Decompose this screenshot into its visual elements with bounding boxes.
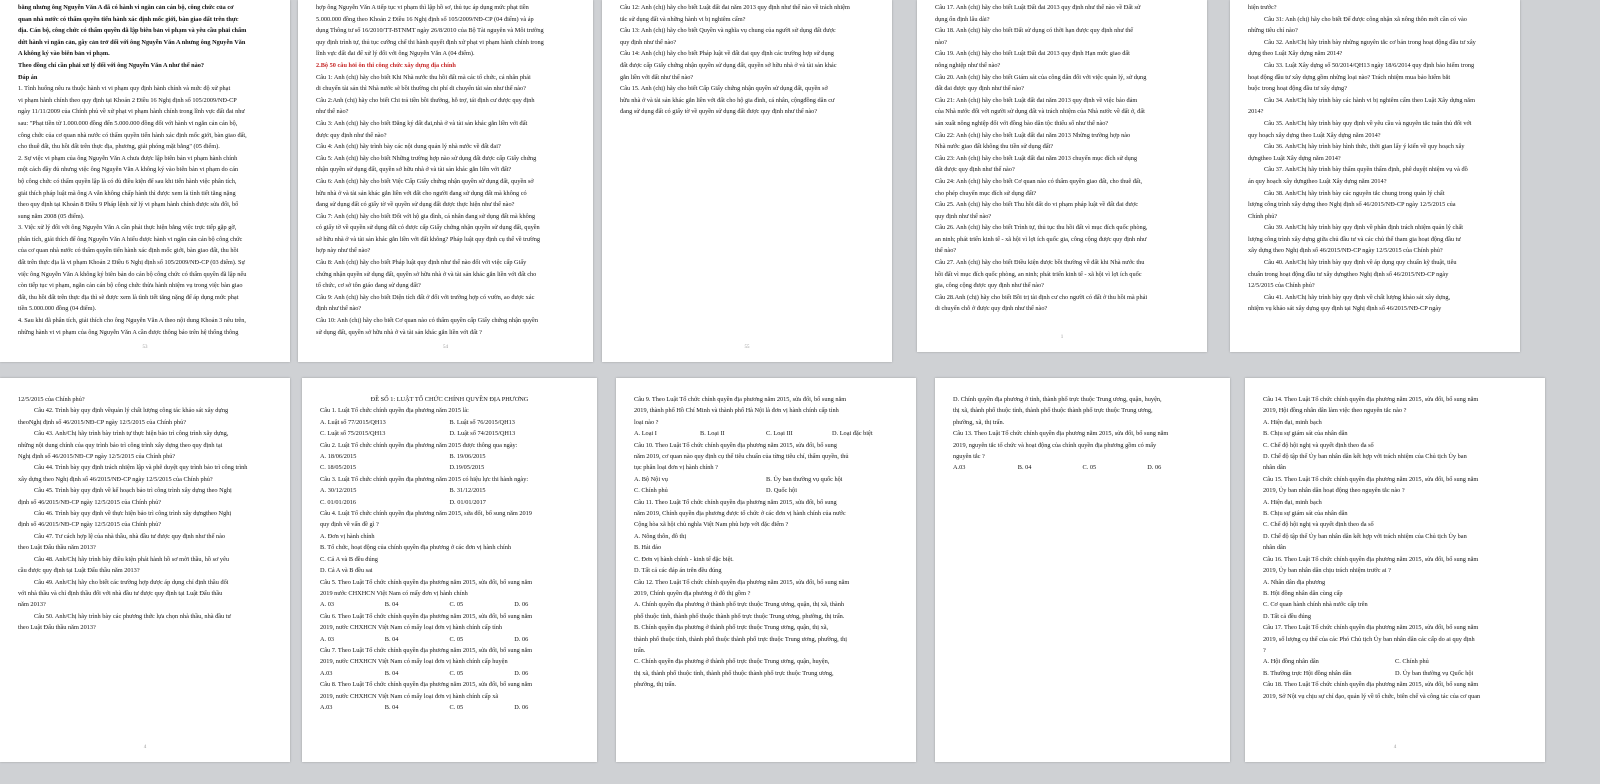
text-line: những tiêu chí nào?	[1248, 27, 1298, 35]
text-line: Câu 13: Anh (chị) hãy cho biết Quyền và nghĩa vụ chung của người sử dụng đất được	[620, 27, 836, 35]
text-line: hồi đất vì mục đích quốc phòng, an ninh; phát triển kinh tế - xã hội vì lợi ích quốc	[935, 270, 1142, 278]
text-line: dụng ổn định lâu dài?	[935, 15, 990, 23]
text-line: Chính phủ?	[1248, 212, 1278, 220]
text-line: có giấy tờ về quyền sử dụng đất có được cấp Giấy chứng nhận quyền sử dụng đất, quyền	[316, 224, 540, 232]
text-line: những hành vi vi phạm của ông Nguyễn Văn A cần được thông báo trên hệ thống thông	[18, 328, 239, 336]
document-page[interactable]	[602, 0, 892, 362]
text-line: đang sử dụng đất có giấy tờ về quyền sử dụng đất được quy định như thế nào?	[620, 108, 818, 116]
page-number: 53	[142, 345, 148, 350]
text-line: Câu 16. Theo Luật Tổ chức chính quyền địa phương năm 2015, sửa đổi, bổ sung năm	[1263, 555, 1479, 563]
text-line: Câu 34. Anh/Chị hãy trình bày các hành vi bị nghiêm cấm theo Luật Xây dựng năm	[1264, 96, 1475, 104]
answer-option: D. Loại đặc biệt	[832, 430, 873, 438]
text-line: 2019, Sở Nội vụ chịu sự chỉ đạo, quản lý về tổ chức, biên chế và công tác của cơ quan	[1263, 692, 1481, 700]
text-line: Câu 27. Anh (chị) hãy cho biết Điều kiện được bồi thường về đất khi Nhà nước thu	[935, 259, 1145, 267]
document-page[interactable]	[1230, 0, 1520, 352]
answer-option: B. Ủy ban thường vụ quốc hội	[766, 475, 843, 483]
text-line: A không ký vào biên bản vi phạm.	[18, 50, 110, 58]
text-line: A. Hiện đại, minh bạch	[1263, 418, 1322, 426]
page-number: 4	[1393, 745, 1397, 750]
answer-options	[320, 451, 579, 462]
text-line: B. Hải đảo	[634, 544, 662, 552]
text-line: còn tiếp tục vi phạm, ngăn cản cán bộ công chức thừa hành nhiệm vụ trong việc bàn giao	[18, 282, 243, 290]
text-line: B. Chịu sự giám sát của nhân dân	[1263, 430, 1348, 438]
text-line: 2019, nguyên tắc tổ chức và hoạt động của chính quyền địa phương gồm có mấy	[953, 441, 1157, 449]
text-line: xây dựng theo Nghị định số 46/2015/NĐ-CP ngày 12/5/2015 của Chính phủ?	[18, 475, 213, 483]
text-line: định số 46/2015/NĐ-CP ngày 12/5/2015 của Chính phủ?	[18, 521, 162, 529]
answer-option: B. Luật số 76/2015/QH13	[449, 418, 515, 426]
text-line: phố thuộc tỉnh, thành phố thuộc thành phố trực thuộc Trung ương, phường, thị trấn.	[634, 612, 845, 620]
answer-options	[320, 428, 579, 439]
text-line: A. Đơn vị hành chính	[320, 532, 375, 540]
text-line: Câu 41. Anh/Chị hãy trình bày quy định về chất lượng khảo sát xây dựng,	[1264, 293, 1451, 301]
answer-option: D. Quốc hội	[766, 487, 797, 495]
text-line: Đáp án	[18, 73, 38, 81]
answer-option: A. Hội đồng nhân dân	[1263, 658, 1319, 666]
text-line: 4. Sau khi đã phân tích, giải thích cho ông Nguyễn Văn A theo nội dung Khoản 3 nêu trên,	[18, 317, 246, 325]
answer-option: B. 04	[384, 703, 399, 711]
answer-option: C. Luật số 75/2015/QH13	[320, 430, 386, 438]
answer-option: D. Luật số 74/2015/QH13	[449, 430, 516, 438]
answer-options	[320, 462, 579, 473]
text-line: Câu 26. Anh (chị) hãy cho biết Trình tự, thủ tục thu hồi đất vì mục đích quốc phòng,	[935, 224, 1148, 232]
answer-option: C. Loại III	[766, 430, 793, 438]
answer-option: C. 18/05/2015	[320, 464, 357, 472]
text-line: sau: "Phạt tiền từ 1.000.000 đồng đến 5.000.000 đồng đối với hành vi ngăn cản cán bộ,	[18, 119, 238, 127]
answer-option: C. 05	[1082, 464, 1097, 472]
text-line: buộc trong hoạt động đầu tư xây dựng?	[1248, 85, 1347, 93]
text-line: Câu 28.Anh (chị) hãy cho biết Bồi trị tài định cư cho người có đất ở thu hồi mà phải	[935, 293, 1148, 301]
text-line: án quy hoạch xây dựngtheo Luật Xây dựng năm 2014?	[1248, 177, 1387, 185]
text-line: hữu nhà ở và tài sản khác gắn liền với đất cho hộ gia đình, cá nhân, cộngđồng dân cư	[620, 96, 835, 104]
text-line: C. Cả A và B đều đúng	[320, 555, 378, 563]
text-line: C. Chính quyền địa phương ở thành phố trực thuộc Trung ương, quận, huyện,	[634, 658, 830, 666]
text-line: địa. Cán bộ, công chức có thẩm quyền đã lập biên bản vi phạm và yêu cầu phải chấm	[18, 27, 247, 35]
text-line: xây dựng theo Nghị định số 46/2015/NĐ-CP ngày 12/5/2015 của Chính phủ?	[1248, 247, 1443, 255]
answer-option: A.03	[320, 703, 333, 711]
text-line: Câu 32. Anh/Chị hãy trình bày những nguyên tắc cơ bản trong hoạt động đầu tư xây	[1264, 38, 1476, 46]
text-line: Câu 35. Anh/Chị hãy trình bày quy định về yêu cầu và nguyên tắc tuân thủ đối với	[1264, 119, 1472, 127]
text-line: năm 2019, Chính quyền địa phương được tổ chức ở các đơn vị hành chính của nước	[634, 510, 846, 518]
answer-option: C. Chính phủ	[1395, 658, 1429, 666]
text-line: Câu 39. Anh/Chị hãy trình bày quy định về phân định trách nhiệm quản lý chất	[1264, 224, 1464, 232]
document-page[interactable]	[0, 378, 290, 762]
answer-option: A. 03	[320, 635, 334, 643]
answer-option: D.19/05/2015	[449, 464, 485, 472]
text-line: Câu 42. Trình bày quy định vềquản lý chất lượng công tác khảo sát xây dựng	[34, 407, 229, 415]
answer-option: B. Thường trực Hội đồng nhân dân	[1263, 669, 1352, 677]
text-line: Câu 43. Anh/Chị hãy trình bày trình tự thực hiện bảo trì công trình xây dựng,	[34, 430, 229, 438]
text-line: năm 2013?	[18, 601, 46, 609]
text-line: dụng Thông tư số 16/2010/TT-BTNMT ngày 26/8/2010 của Bộ Tài nguyên và Môi trường	[316, 27, 544, 35]
text-line: 2019, Ủy ban nhân dân hoạt động theo nguyên tắc nào ?	[1263, 487, 1405, 495]
text-line: Câu 5: Anh (chị) hãy cho biết Những trường hợp nào sử dụng đất được cấp Giấy chứng	[316, 154, 537, 162]
text-line: Câu 40. Anh/Chị hãy trình bày quy định về áp dụng quy chuẩn kỹ thuật, tiêu	[1264, 259, 1457, 267]
text-line: nông nghiệp như thế nào?	[935, 61, 1001, 69]
text-line: giải thích pháp luật mà ông A vẫn không chấp hành thì được xem là tình tiết tăng nặng	[18, 189, 236, 197]
text-line: 2019 nước CHXHCN Việt Nam có mấy đơn vị hành chính	[320, 589, 468, 597]
text-line: của cơ quan nhà nước có thẩm quyền tiến hành xác định mốc giới, bàn giao đất, thu hồi	[18, 247, 239, 255]
answer-option: D. 01/01/2017	[449, 498, 486, 506]
text-line: Câu 7. Theo Luật Tổ chức chính quyền địa phương năm 2015, sửa đổi, bổ sung năm	[320, 646, 533, 654]
text-line: Câu 11. Theo Luật Tổ chức chính quyền địa phương năm 2015, sửa đổi, bổ sung	[634, 498, 837, 506]
text-line: Cộng hòa xã hội chủ nghĩa Việt Nam phù hợp với đặc điểm ?	[634, 521, 789, 529]
text-line: 2019, nước CHXHCN Việt Nam có mấy loại đơn vị hành chính cấp tỉnh	[320, 624, 503, 632]
document-page[interactable]	[0, 0, 290, 362]
text-line: quan nhà nước có thẩm quyền tiến hành xác định mốc giới, bàn giao đất trên thực	[18, 15, 239, 23]
text-line: dứt hành vi ngăn cản, gây cản trở đối với ông Nguyễn Văn A nhưng ông Nguyễn Văn	[18, 38, 246, 46]
text-line: Câu 14. Theo Luật Tổ chức chính quyền địa phương năm 2015, sửa đổi, bổ sung năm	[1263, 396, 1479, 403]
text-line: 2014?	[1248, 108, 1264, 116]
text-line: những nội dung chính của quy trình bảo trì công trình xây dựng theo quy định tại	[18, 441, 223, 449]
text-line: Câu 37. Anh/Chị hãy trình bày thẩm quyền thẩm định, phê duyệt nhiệm vụ và đồ	[1264, 166, 1468, 174]
text-line: Câu 22: Anh (chị) hãy cho biết Luật đất đai năm 2013 Những trường hợp nào	[935, 131, 1131, 139]
answer-option: D. Ủy ban thường vụ Quốc hội	[1395, 669, 1474, 677]
text-line: sử dụng đất, quyền sở hữu nhà ở và tài sản khác gắn liền với đất ?	[316, 328, 482, 336]
answer-option: B. Loại II	[700, 430, 725, 438]
text-line: bộ công chức có thẩm quyền lập là có đủ điều kiện để sau khi tiến hành việc phân tích,	[18, 177, 237, 185]
text-line: 2019, nước CHXHCN Việt Nam có mấy loại đơn vị hành chính cấp xã	[320, 692, 499, 700]
text-line: tổ chức, cơ sở tôn giáo đang sử dụng đất?	[316, 282, 421, 290]
answer-option: A. Bộ Nội vụ	[634, 475, 668, 483]
text-line: 2019, Chính quyền địa phương ở đô thị gồm ?	[634, 589, 751, 597]
text-line: định số 46/2015/NĐ-CP ngày 12/5/2015 của Chính phủ?	[18, 498, 162, 506]
text-line: 12/5/2015 của Chính phủ?	[1248, 282, 1315, 290]
text-line: như thế nào?	[316, 108, 349, 116]
text-line: cầu được quy định tại Luật Đấu thầu năm 2013?	[18, 567, 140, 575]
answer-options	[634, 474, 898, 485]
text-line: nhân dân	[1263, 544, 1286, 552]
answer-options	[320, 485, 579, 496]
text-line: C. Cơ quan hành chính nhà nước cấp trên	[1263, 601, 1368, 609]
text-line: 2019, Hội đồng nhân dân làm việc theo nguyên tắc nào ?	[1263, 407, 1407, 415]
text-line: B. Tổ chức, hoạt động của chính quyền địa phương ở các đơn vị hành chính	[320, 544, 512, 552]
text-line: B. Chính quyền địa phương ở thành phố trực thuộc Trung ương, quận, thị xã,	[634, 624, 829, 632]
text-line: C. Đơn vị hành chính - kinh tế đặc biệt.	[634, 555, 734, 563]
answer-option: A. Luật số 77/2015/QH13	[320, 418, 386, 426]
answer-option: A. 03	[320, 601, 334, 609]
text-line: Câu 14: Anh (chị) hãy cho biết Pháp luật về đất đai quy định các trường hợp sử dụng	[620, 50, 834, 58]
page-number: 1	[1060, 335, 1064, 340]
text-line: Câu 23: Anh (chị) hãy cho biết Luật đất đai năm 2013 chuyển mục đích sử dụng	[935, 154, 1138, 162]
answer-option: C. 05	[449, 703, 464, 711]
answer-options	[953, 462, 1212, 473]
text-line: Câu 24: Anh (chị) hãy cho biết Cơ quan nào có thẩm quyền giao đất, cho thuê đất,	[935, 177, 1143, 185]
text-line: nguyên tắc ?	[953, 453, 985, 461]
text-line: Câu 44. Trình bày quy định trách nhiệm lập và phê duyệt quy trình bảo trì công trình	[34, 464, 248, 472]
document-page[interactable]	[1245, 378, 1545, 762]
text-line: Câu 7: Anh (chị) hãy cho biết Đối với hộ gia đình, cá nhân đang sử dụng đất mà không	[316, 212, 536, 220]
text-line: cho thuê đất, thu hồi đất trên thực địa, phương, giải phóng mặt bằng" (05 điểm).	[18, 143, 220, 151]
text-line: 3. Việc xử lý đối với ông Nguyễn Văn A cần phải thực hiện bằng việc trực tiếp gặp gỡ,	[18, 224, 237, 232]
text-line: Câu 18. Theo Luật Tổ chức chính quyền địa phương năm 2015, sửa đổi, bổ sung năm	[1263, 681, 1479, 689]
text-line: D. Cả A và B đều sai	[320, 567, 373, 575]
text-line: Câu 3: Anh (chị) hãy cho biết Đăng ký đất đai,nhà ở và tài sản khác gắn liền với đất	[316, 119, 528, 127]
text-line: Câu 17. Anh (chị) hãy cho biết Luật Đất đai 2013 quy định như thế nào về Đất sử	[935, 4, 1141, 11]
text-line: Câu 21: Anh (chị) hãy cho biết Luật đất đai năm 2013 quy định về việc bảo đảm	[935, 96, 1138, 104]
text-line: Câu 18. Anh (chị) hãy cho biết Đất sử dụng có thời hạn được quy định như thế	[935, 27, 1134, 35]
text-line: Câu 6. Theo Luật Tổ chức chính quyền địa phương năm 2015, sửa đổi, bổ sung năm	[320, 612, 533, 620]
text-line: quy định như thế nào?	[620, 38, 677, 46]
text-line: di chuyển tài sản thì Nhà nước sẽ bồi thường chi phí di chuyển tài sản như thế nào?	[316, 85, 526, 93]
text-line: lượng công trình xây dựng theo Nghị định số 46/2015/NĐ-CP ngày 12/5/2015 của	[1248, 201, 1456, 209]
text-line: Câu 3. Luật Tổ chức chính quyền địa phương năm 2015 có hiệu lực thi hành ngày:	[320, 475, 529, 483]
text-line: Câu 20. Anh (chị) hãy cho biết Giám sát của công dân đối với việc quản lý, sử dụng	[935, 73, 1147, 81]
text-line: gắn liền với đất như thế nào?	[620, 73, 694, 81]
text-line: quy định như thế nào?	[935, 212, 992, 220]
text-line: A. Nhân dân địa phương	[1263, 578, 1326, 586]
text-line: đang sử dụng đất có giấy tờ về quyền sử dụng đất được thực hiện như thế nào?	[316, 201, 515, 209]
text-line: thế nào?	[935, 247, 957, 255]
text-line: B. Hội đồng nhân dân cùng cấp	[1263, 589, 1343, 597]
text-line: Câu 25. Anh (chị) hãy cho biết Thu hồi đất do vi phạm pháp luật về đất đai được	[935, 201, 1139, 209]
text-line: Câu 48. Anh/Chị hãy trình bày điều kiện phát hành hồ sơ mời thầu, hồ sơ yêu	[34, 555, 230, 563]
text-line: Câu 1. Luật Tổ chức chính quyền địa phương năm 2015 là:	[320, 407, 469, 415]
text-line: D. Chế độ tập thể Ủy ban nhân dân kết hợp với trách nhiệm của Chủ tịch Ủy ban	[1263, 453, 1467, 461]
text-line: gia, công cộng được quy định như thế nào?	[935, 282, 1044, 290]
text-line: Câu 15. Anh (chị) hãy cho biết Cấp Giấy chứng nhận quyền sử dụng đất, quyền sở	[620, 85, 828, 93]
text-line: sản xuất nông nghiệp đối với đồng bào dân tộc thiểu số như thế nào?	[935, 119, 1109, 127]
text-line: ĐỀ SỐ 1: LUẬT TỔ CHỨC CHÍNH QUYỀN ĐỊA PHƯƠNG	[370, 396, 529, 403]
text-line: Câu 36. Anh/Chị hãy trình bày hình thức, thời gian lấy ý kiến về quy hoạch xây	[1264, 143, 1465, 151]
text-line: Câu 9: Anh (chị) hãy cho biết Diện tích đất ở đối với trường hợp có vườn, ao được xác	[316, 293, 535, 301]
text-line: hợp này như thế nào?	[316, 247, 371, 255]
text-line: Câu 38. Anh/Chị hãy trình bày các nguyên tắc chung trong quản lý chất	[1264, 189, 1445, 197]
answer-options	[634, 485, 898, 496]
answer-option: B. 04	[384, 669, 399, 677]
text-line: sung năm 2008 (05 điểm).	[18, 212, 85, 220]
text-line: Câu 12. Theo Luật Tổ chức chính quyền địa phương năm 2015, sửa đổi, bổ sung năm	[634, 578, 850, 586]
text-line: C. Chế độ hội nghị và quyết định theo đa số	[1263, 441, 1374, 449]
text-line: di chuyển chỗ ở được quy định như thế nào?	[935, 305, 1048, 313]
text-line: phường, thị trấn.	[634, 681, 677, 689]
answer-option: D. 06	[514, 635, 529, 643]
text-line: A. Hiện đại, minh bạch	[1263, 498, 1322, 506]
text-line: sở hữu nhà ở và tài sản khác gắn liền với đất không? Pháp luật quy định cụ thể về trường	[316, 235, 541, 243]
answer-options	[320, 599, 579, 610]
text-line: 5.000.000 đồng theo Khoản 2 Điều 16 Nghị định số 105/2009/NĐ-CP (04 điểm) và áp	[316, 15, 534, 23]
answer-option: B. 04	[1017, 464, 1032, 472]
document-page[interactable]	[302, 378, 597, 762]
text-line: nào?	[935, 38, 947, 46]
text-line: 2019, thành phố Hồ Chí Minh và thành phố Hà Nội là đơn vị hành chính cấp tỉnh	[634, 407, 839, 415]
text-line: quy định về vấn đề gì ?	[320, 521, 379, 529]
answer-options	[1263, 656, 1527, 667]
text-line: D. Chế độ tập thể Ủy ban nhân dân kết hợp với trách nhiệm của Chủ tịch Ủy ban	[1263, 532, 1467, 540]
answer-option: A.03	[320, 669, 333, 677]
text-line: phường, xã, thị trấn.	[953, 418, 1005, 426]
text-line: bằng nhưng ông Nguyễn Văn A đã có hành vi ngăn cản cán bộ, công chức của cơ	[18, 4, 234, 11]
text-line: Câu 5. Theo Luật Tổ chức chính quyền địa phương năm 2015, sửa đổi, bổ sung năm	[320, 578, 533, 586]
text-line: thị xã, thành phố thuộc tỉnh, thành phố thuộc thành phố trực thuộc Trung ương,	[953, 407, 1153, 415]
answer-options	[320, 417, 579, 428]
text-line: cho phép chuyển mục đích sử dụng đất?	[935, 189, 1037, 197]
text-line: thành phố thuộc tỉnh, thành phố thuộc thành phố trực thuộc Trung ương, phường, thị	[634, 635, 847, 643]
text-line: quy hoạch xây dựng theo Luật Xây dựng năm 2014?	[1248, 131, 1381, 139]
text-line: định như thế nào?	[316, 305, 362, 313]
text-line: trấn.	[634, 646, 646, 654]
document-page[interactable]	[616, 378, 916, 762]
text-line: Câu 19. Anh (chị) hãy cho biết Luật Đất đai 2013 quy định Hạn mức giao đất	[935, 50, 1130, 58]
text-line: Nghị định số 46/2015/NĐ-CP ngày 12/5/2015 của Chính phủ?	[18, 453, 176, 461]
text-line: ngày 11/11/2009 của Chính phủ về xử phạt vi phạm hành chính trong lĩnh vực đất đai như	[18, 108, 245, 116]
answer-option: A. Loại I	[634, 430, 657, 438]
text-line: A. Nông thôn, đô thị	[634, 532, 687, 540]
text-line: Câu 4: Anh (chị) hãy trình bày các nội dung quản lý nhà nước về đất đai?	[316, 143, 501, 151]
text-line: hữu nhà ở và tài sản khác gắn liền với đất cho người đang sử dụng đất mà không có	[316, 189, 527, 197]
text-line: 2. Sự việc vi phạm của ông Nguyễn Văn A chưa được lập biên bản vi phạm hành chính	[18, 154, 238, 162]
answer-option: C. 05	[449, 669, 464, 677]
page-number: 55	[744, 345, 750, 350]
text-line: B. Chịu sự giám sát của nhân dân	[1263, 510, 1348, 518]
text-line: theoNghị định số 46/2015/NĐ-CP ngày 12/5/2015 của Chính phủ?	[18, 418, 187, 426]
text-line: Câu 4. Luật Tổ chức chính quyền địa phương năm 2015, sửa đổi, bổ sung năm 2019	[320, 510, 532, 518]
text-line: D. Tất cả các đáp án trên đều đúng	[634, 567, 722, 575]
text-line: an ninh; phát triển kinh tế - xã hội vì lợi ích quốc gia, công cộng được quy định như	[935, 235, 1147, 243]
text-line: Câu 46. Trình bày quy định về thực hiện bảo trì công trình xây dựngtheo Nghị	[34, 510, 232, 518]
text-line: đất được quy định như thế nào?	[935, 166, 1015, 174]
text-line: với nhà thầu và chỉ định thầu đối với nhà đầu tư được quy định tại Luật Đấu thầu	[18, 589, 223, 597]
page-number: 4	[143, 745, 147, 750]
text-line: tục phân loại đơn vị hành chính ?	[634, 464, 718, 472]
text-line: Câu 9. Theo Luật Tổ chức chính quyền địa phương năm 2015, sửa đổi, bổ sung năm	[634, 396, 847, 403]
text-line: Câu 15. Theo Luật Tổ chức chính quyền địa phương năm 2015, sửa đổi, bổ sung năm	[1263, 475, 1479, 483]
text-line: Câu 10. Theo Luật Tổ chức chính quyền địa phương năm 2015, sửa đổi, bổ sung	[634, 441, 837, 449]
answer-option: B. 19/06/2015	[449, 453, 486, 461]
text-line: tiền 5.000.000 đồng (04 điểm).	[18, 305, 97, 313]
text-line: đất trên thực địa là vi phạm Khoản 2 Điều 6 Nghị định số 105/2009/NĐ-CP (03 điểm). Sự	[18, 259, 245, 267]
text-line: Câu 8. Theo Luật Tổ chức chính quyền địa phương năm 2015, sửa đổi, bổ sung năm	[320, 681, 533, 689]
answer-option: D. 06	[1147, 464, 1162, 472]
document-page[interactable]	[917, 0, 1207, 352]
answer-option: B. 04	[384, 601, 399, 609]
text-line: 2019, nước CHXHCN Việt Nam có mấy loại đơn vị hành chính cấp huyện	[320, 658, 508, 666]
text-line: phân tích, giải thích để ông Nguyễn Văn A hiểu được hành vi ngăn cản cán bộ công chức	[18, 235, 243, 243]
answer-option: C. 05	[449, 601, 464, 609]
text-line: chuẩn trong hoạt động đầu tư xây dựngtheo Nghị định số 46/2015/NĐ-CP ngày	[1248, 270, 1449, 278]
text-line: đất, thu hồi đất trên thực địa thì sẽ được xem là tình tiết tăng nặng để áp dụng mức phạt	[18, 293, 239, 301]
text-line: Câu 6: Anh (chị) hãy cho biết Việc Cấp Giấy chứng nhận quyền sử dụng đất, quyền sở	[316, 177, 534, 185]
text-line: Câu 2:Anh (chị) hãy cho biết Chi trả tiền bồi thường, hỗ trợ, tái định cư được quy định	[316, 96, 535, 104]
page-number: 54	[443, 345, 448, 350]
answer-option: C. Chính phủ	[634, 487, 668, 495]
text-line: Câu 10: Anh (chị) hãy cho biết Cơ quan nào có thẩm quyền cấp Giấy chứng nhận quyền	[316, 317, 539, 325]
answer-option: A. 18/06/2015	[320, 453, 357, 461]
text-line: tắc sử dụng đất và những hành vi bị nghiêm cấm?	[620, 15, 746, 23]
text-line: chứng nhận quyền sử dụng đất, quyền sở hữu nhà ở và tài sản khác gắn liền với đất cho	[316, 270, 537, 278]
text-line: D. Chính quyền địa phương ở tỉnh, thành phố trực thuộc Trung ương, quận, huyện,	[953, 396, 1162, 403]
text-line: quy định trình tự, thủ tục cưỡng chế thi hành quyết định xử phạt vi phạm hành chính trong	[316, 38, 544, 46]
text-line: Câu 45. Trình bày quy định về kế hoạch bảo trì công trình xây dựng theo Nghị	[34, 487, 232, 495]
text-line: theo Luật Đấu thầu năm 2013?	[18, 624, 96, 632]
text-line: Câu 1: Anh (chị) hãy cho biết Khi Nhà nước thu hồi đất mà các tổ chức, cá nhân phải	[316, 73, 531, 81]
text-line: Câu 8: Anh (chị) hãy cho biết Pháp luật quy định như thế nào đối với việc cấp Giấy	[316, 259, 527, 267]
text-line: được quy định như thế nào?	[316, 131, 387, 139]
answer-option: B. 04	[384, 635, 399, 643]
text-line: Câu 47. Tư cách hợp lệ của nhà thầu, nhà đầu tư được quy định như thế nào	[34, 532, 226, 540]
text-line: hoạt động đầu tư xây dựng gồm những loại nào? Trách nhiệm mua bảo hiểm bắt	[1248, 73, 1451, 81]
answer-option: C. 01/01/2016	[320, 498, 357, 506]
text-line: C. Chế độ hội nghị và quyết định theo đa số	[1263, 521, 1374, 529]
text-line: việc ông Nguyễn Văn A không ký biên bản do cán bộ công chức có thẩm quyền đã lập nếu	[18, 270, 247, 278]
text-line: 2019, Ủy ban nhân dân chịu trách nhiệm trước ai ?	[1263, 567, 1391, 575]
answer-option: A. 30/12/2015	[320, 487, 357, 495]
text-line: Câu 13. Theo Luật Tổ chức chính quyền địa phương năm 2015, sửa đổi, bổ sung năm	[953, 430, 1169, 438]
text-line: Câu 17. Theo Luật Tổ chức chính quyền địa phương năm 2015, sửa đổi, bổ sung năm	[1263, 624, 1479, 632]
text-line: thị xã, thành phố thuộc tỉnh, thành phố thuộc thành phố trực thuộc Trung ương,	[634, 669, 834, 677]
answer-option: D. 06	[514, 601, 529, 609]
text-line: theo Luật Đấu thầu năm 2013?	[18, 544, 96, 552]
answer-options	[1263, 668, 1527, 679]
text-line: dựng theo Luật Xây dựng năm 2014?	[1248, 50, 1343, 58]
text-line: vi phạm hành chính theo quy định tại Khoản 2 Điều 16 Nghị định số 105/2009/NĐ-CP	[18, 96, 237, 104]
text-line: nhận quyền sử dụng đất, quyền sở hữu nhà ở và tài sản khác gắn liền với đất?	[316, 166, 512, 174]
answer-options	[634, 428, 898, 439]
text-line: Theo đồng chí cần phải xử lý đối với ông Nguyễn Văn A như thế nào?	[18, 61, 205, 69]
text-line: hợp ông Nguyễn Văn A tiếp tục vi phạm thì lập hồ sơ, thủ tục áp dụng mức phạt tiền	[316, 4, 529, 11]
text-line: của Nhà nước đối với người sử dụng đất và trách nhiệm của Nhà nước về đất ở, đất	[935, 108, 1145, 116]
text-line: đất đai được quy định như thế nào?	[935, 85, 1025, 93]
text-line: Câu 50. Anh/Chị hãy trình bày các phương thức lựa chọn nhà thầu, nhà đầu tư	[34, 612, 231, 620]
text-line: 12/5/2015 của Chính phủ?	[18, 396, 85, 403]
text-line: lượng công trình xây dựng giữa chủ đầu tư và các chủ thể tham gia hoạt động đầu tư	[1248, 235, 1461, 243]
answer-option: B. 31/12/2015	[449, 487, 486, 495]
text-line: Câu 12: Anh (chị) hãy cho biết Luật đất đai năm 2013 quy định như thế nào về trách nhiệm	[620, 4, 850, 11]
text-line: năm 2019, cơ quan nào quy định cụ thể tiêu chuẩn của từng tiêu chí, thẩm quyền, thủ	[634, 453, 849, 461]
answer-options	[320, 634, 579, 645]
answer-options	[320, 702, 579, 713]
text-line: đất được cấp Giấy chứng nhận quyền sử dụng đất, quyền sở hữu nhà ở và tài sản khác	[620, 61, 837, 69]
text-line: nhân dân	[1263, 464, 1286, 472]
text-line: Câu 49. Anh/Chị hãy cho biết các trường hợp được áp dụng chỉ định thầu đối	[34, 578, 229, 586]
text-line: 2019, số lượng cụ thể của các Phó Chủ tịch Ủy ban nhân dân các cấp do ai quy định	[1263, 635, 1475, 643]
text-line: Câu 2. Luật Tổ chức chính quyền địa phương năm 2015 được thông qua ngày:	[320, 441, 518, 449]
text-line: D. Tất cả đều đúng	[1263, 612, 1311, 620]
text-line: theo quy định tại Khoản 8 Điều 9 Pháp lệnh xử lý vi phạm hành chính được sửa đổi, bổ	[18, 201, 239, 209]
text-line: Câu 31: Anh (chị) hãy cho biết Để được công nhận xã nông thôn mới cần có vào	[1264, 15, 1467, 23]
text-line: A. Chính quyền địa phương ở thành phố trực thuộc Trung ương, quận, thị xã, thành	[634, 601, 844, 609]
text-line: Câu 33. Luật Xây dựng số 50/2014/QH13 ngày 18/6/2014 quy định bảo hiểm trong	[1264, 61, 1475, 69]
text-line: nhiệm vụ khảo sát xây dựng quy định tại Nghị định số 46/2015/NĐ-CP ngày	[1248, 305, 1442, 313]
answer-option: C. 05	[449, 635, 464, 643]
text-line: ?	[1263, 646, 1266, 654]
text-line: Nhà nước giao đất không thu tiền sử dụng đất?	[935, 143, 1054, 151]
answer-option: D. 06	[514, 703, 529, 711]
text-line: một cách đầy đủ nhưng việc ông Nguyễn Văn A không ký vào biên bản vi phạm do cán	[18, 166, 239, 174]
answer-options	[320, 668, 579, 679]
text-line: lĩnh vực đất đai để xử lý đối với ông Nguyễn Văn A (04 điểm).	[316, 50, 475, 58]
text-line: hiện trước?	[1248, 4, 1277, 11]
text-line: loại nào ?	[634, 418, 659, 426]
answer-option: A.03	[953, 464, 966, 472]
document-page[interactable]	[298, 0, 593, 362]
text-line: 1. Tình huống nêu ra thuộc hành vi vi phạm quy định hành chính và mức độ xử phạt	[18, 85, 231, 93]
answer-option: D. 06	[514, 669, 529, 677]
text-line: công chức của cơ quan nhà nước có thẩm quyền tiến hành xác định mốc giới, bàn giao đất,	[18, 131, 247, 139]
answer-options	[320, 497, 579, 508]
document-page[interactable]	[935, 378, 1230, 762]
text-line: dựngtheo Luật Xây dựng năm 2014?	[1248, 154, 1341, 162]
text-line: 2.Bộ 50 câu hỏi ôn thi công chức xây dựng địa chính	[316, 61, 456, 69]
